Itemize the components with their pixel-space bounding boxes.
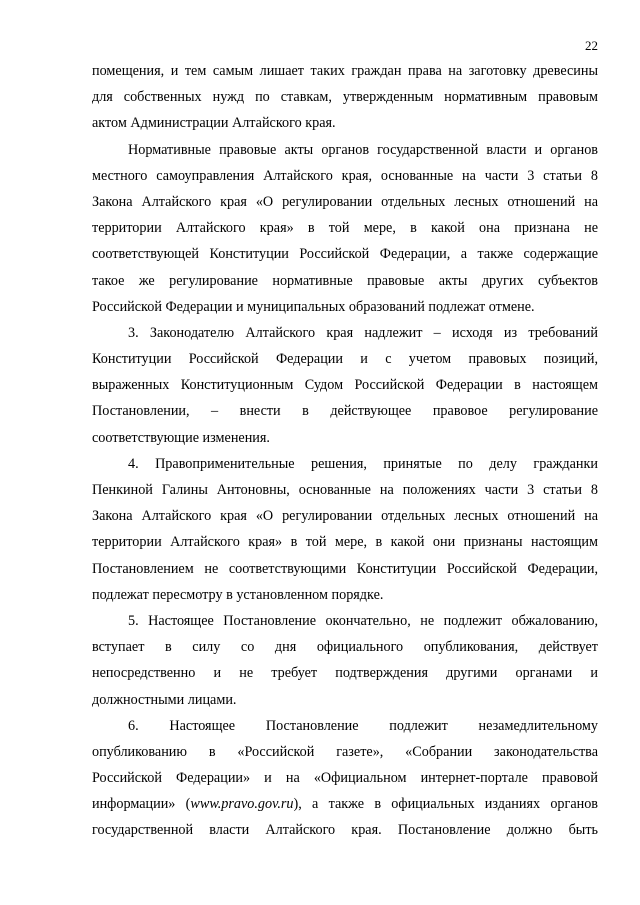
text-line: соответствующие изменения.: [92, 429, 270, 446]
text-line: территории Алтайского края» в той мере, в какой они признаны настоящим: [92, 534, 598, 551]
text-line: информации» (www.pravo.gov.ru), а также в официальных изданиях органов: [92, 796, 599, 813]
paragraph: [92, 713, 598, 844]
text-line: такое же регулирование нормативные правовые акты других субъектов: [92, 272, 598, 289]
text-line: опубликованию в «Российской газете», «Собрании законодательства: [92, 743, 598, 760]
text-line: подлежат пересмотру в установленном порядке.: [92, 586, 384, 603]
document-body: [92, 58, 598, 844]
text-line: Закона Алтайского края «О регулировании отдельных лесных отношений на: [92, 508, 598, 525]
url-link: www.pravo.gov.ru: [190, 796, 294, 813]
text-line: 5. Настоящее Постановление окончательно, не подлежит обжалованию,: [128, 612, 598, 629]
text-line: Закона Алтайского края «О регулировании отдельных лесных отношений на: [92, 193, 598, 210]
text-line: должностными лицами.: [92, 691, 237, 708]
text-line: помещения, и тем самым лишает таких граждан права на заготовку древесины: [92, 63, 598, 79]
paragraph: [92, 451, 598, 608]
paragraph: [92, 608, 598, 713]
text-line: 6. Настоящее Постановление подлежит незамедлительному: [128, 717, 598, 734]
text-line: Российской Федерации» и на «Официальном интернет-портале правовой: [92, 770, 598, 787]
text-line: государственной власти Алтайского края. Постановление должно быть: [92, 822, 598, 839]
text-line: местного самоуправления Алтайского края, основанные на части 3 статьи 8: [92, 167, 598, 184]
text-line: выраженных Конституционным Судом Российской Федерации в настоящем: [92, 377, 598, 394]
text-line: Российской Федерации и муниципальных образований подлежат отмене.: [92, 298, 535, 315]
text-line: актом Администрации Алтайского края.: [92, 115, 336, 132]
text-line: Постановлении, – внести в действующее правовое регулирование: [92, 403, 598, 420]
text-line: непосредственно и не требует подтверждения другими органами и: [92, 665, 598, 682]
text-line: Постановлением не соответствующими Конституции Российской Федерации,: [92, 560, 598, 577]
page-number: 22: [585, 38, 598, 53]
text-line: вступает в силу со дня официального опубликования, действует: [92, 639, 598, 656]
text-line: Нормативные правовые акты органов государственной власти и органов: [128, 141, 598, 158]
paragraph: [92, 137, 598, 320]
text-line: 4. Правоприменительные решения, принятые по делу гражданки: [128, 455, 598, 472]
text-line: соответствующей Конституции Российской Федерации, а также содержащие: [92, 246, 598, 263]
text-line: 3. Законодателю Алтайского края надлежит – исходя из требований: [128, 324, 598, 341]
text-line: для собственных нужд по ставкам, утвержденным нормативным правовым: [92, 89, 598, 106]
text-line: Пенкиной Галины Антоновны, основанные на положениях части 3 статьи 8: [92, 482, 598, 498]
text-line: Конституции Российской Федерации и с учетом правовых позиций,: [92, 351, 598, 368]
text-line: территории Алтайского края» в той мере, в какой она признана не: [92, 220, 598, 237]
paragraph: [92, 320, 598, 451]
paragraph: [92, 58, 598, 137]
